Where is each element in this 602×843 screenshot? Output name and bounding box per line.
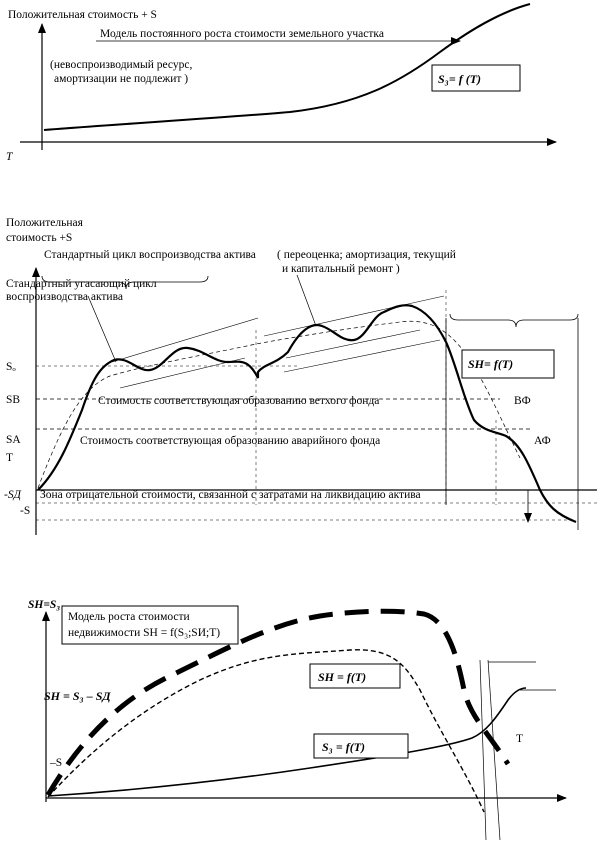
y-label-line-1: Положительная xyxy=(6,217,83,229)
sb-label: SΒ xyxy=(6,394,21,406)
y-label-line-2: стоимость +S xyxy=(6,232,73,244)
y-axis-label: Положительная стоимость + S xyxy=(8,9,157,21)
af-label: АФ xyxy=(534,435,551,447)
formula-s3: S₃= f (T) xyxy=(438,72,482,86)
emergency-fund-text: Стоимость соответствующая образованию аварийного фонда xyxy=(80,435,381,447)
tangent-line xyxy=(284,340,440,372)
pointer-line xyxy=(297,275,316,326)
minus-s-label: -S xyxy=(20,505,31,517)
top-label: SН=S₃ xyxy=(28,599,61,611)
formula-sh: SН = f(T) xyxy=(318,670,367,684)
minus-s-label: –S xyxy=(50,757,63,769)
decaying-line-2: воспроизводства актива xyxy=(6,291,123,303)
sd-label: -SД xyxy=(4,489,21,501)
t-label: T xyxy=(6,452,14,464)
left-formula: SН = S₃ – SД xyxy=(44,689,111,703)
decaying-line-1: Стандартный угасающий цикл xyxy=(6,278,157,290)
land-curve xyxy=(48,688,526,796)
guide-line xyxy=(480,660,486,840)
t-label: T xyxy=(516,733,524,745)
diagram-land-growth xyxy=(6,4,556,163)
diagram-real-estate-model xyxy=(28,599,566,840)
x-axis-label: T xyxy=(6,151,13,163)
sa-label: SΑ xyxy=(6,434,21,446)
pointer-line xyxy=(88,296,116,362)
worn-fund-text: Стоимость соответствующая образованию ветхого фонда xyxy=(98,395,380,407)
box-line-1: Модель роста стоимости xyxy=(68,611,190,623)
box-line-2: недвижимости SН = f(S₃;SИ;T) xyxy=(68,627,221,639)
building-curve xyxy=(48,650,484,812)
note-line-2: амортизации не подлежит ) xyxy=(54,73,189,85)
revaluation-line-1: ( переоценка; амортизация, текущий xyxy=(277,249,456,261)
diagram-reproduction-cycle xyxy=(4,217,597,535)
negative-zone-text: Зона отрицательной стоимости, связанной с затратами на ликвидацию актива xyxy=(40,489,421,501)
note-line-1: (невоспроизводимый ресурс, xyxy=(50,59,193,71)
s0-label: Sₒ xyxy=(6,361,16,373)
model-label: Модель постоянного роста стоимости земельного участка xyxy=(100,28,384,40)
revaluation-line-2: и капитальный ремонт ) xyxy=(282,263,400,275)
cycle-label: Стандартный цикл воспроизводства актива xyxy=(44,249,256,261)
tangent-line xyxy=(264,296,444,336)
formula-s3: S₃ = f(T) xyxy=(322,740,366,754)
vf-label: ВФ xyxy=(514,395,531,407)
formula-sh: SН= f(T) xyxy=(468,357,514,371)
tangent-line xyxy=(286,330,420,358)
tangent-line xyxy=(112,318,258,362)
decay-brace xyxy=(450,314,578,327)
